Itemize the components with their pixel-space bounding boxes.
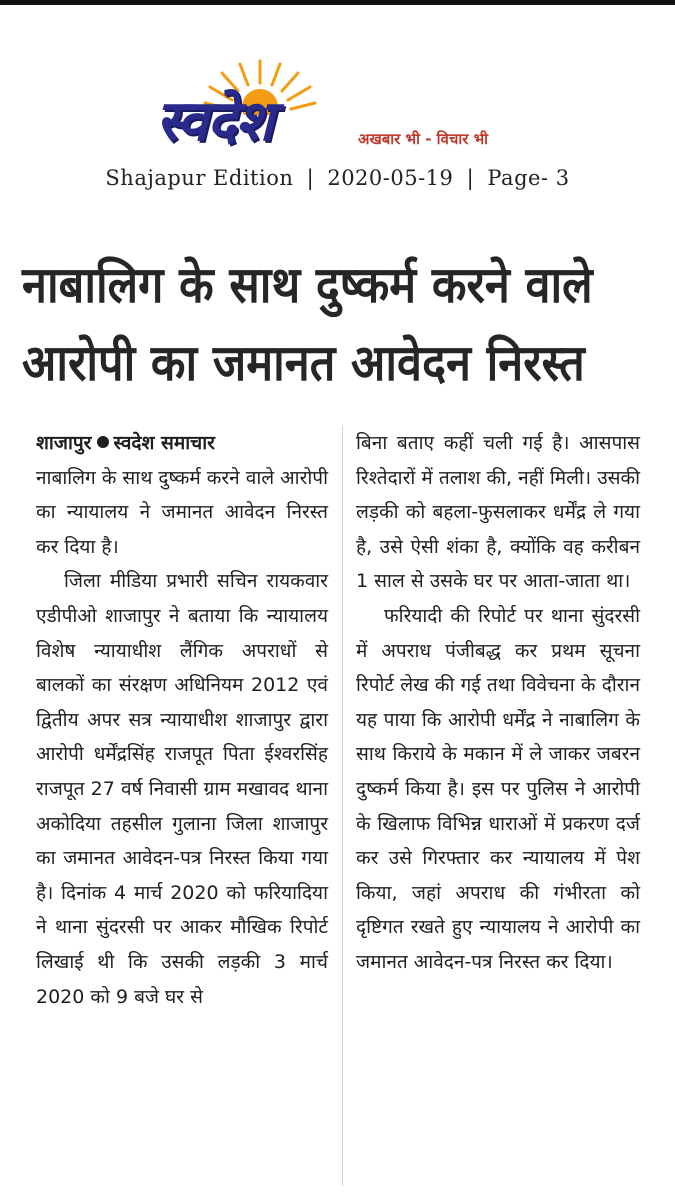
article-paragraph: जिला मीडिया प्रभारी सचिन रायकवार एडीपीओ शाजापुर ने बताया कि न्यायालय विशेष न्यायाधीश लैंगिक अपराधों से बालकों का संरक्षण अधिनियम 2012 एवं द्वितीय अपर सत्र न्यायाधीश शाजापुर द्वारा आरोपी धर्मेंद्रसिंह राजपूत पिता ईश्वरसिंह राजपूत 27 वर्ष निवासी ग्राम मखावद थाना अकोदिया तहसील गुलाना जिला शाजापुर का जमानत आवेदन-पत्र निरस्त किया गया है। दिनांक 4 मार्च 2020 को फरियादिया ने थाना सुंदरसी पर आकर मौखिक रिपोर्ट लिखाई थी कि उसकी लड़की 3 मार्च 2020 को 9 बजे घर से bbox=[36, 570, 328, 1008]
article-paragraph: बिना बताए कहीं चली गई है। आसपास रिश्तेदारों में तलाश की, नहीं मिली। उसकी लड़की को बहला-फुसलाकर धर्मेंद्र ले गया है, उसे ऐसी शंका है, क्योंकि वह करीबन 1 साल से उसके घर पर आता-जाता था। bbox=[356, 432, 640, 593]
article-paragraph: नाबालिग के साथ दुष्कर्म करने वाले आरोपी का न्यायालय ने जमानत आवेदन निरस्त कर दिया है। bbox=[36, 466, 328, 558]
dateline-source: स्वदेश समाचार bbox=[113, 432, 215, 454]
dateline bbox=[36, 426, 328, 461]
article-column-right bbox=[356, 426, 640, 980]
logo-wordmark: स्वदेश bbox=[156, 88, 273, 154]
headline-line-2: आरोपी का जमानत आवेदन निरस्त bbox=[22, 334, 585, 392]
masthead-tagline: अखबार भी - विचार भी bbox=[358, 130, 489, 148]
top-border bbox=[0, 0, 675, 5]
bullet-dot-icon bbox=[97, 436, 109, 448]
separator: | bbox=[306, 166, 315, 190]
edition-date: 2020-05-19 bbox=[327, 166, 454, 190]
separator: | bbox=[466, 166, 475, 190]
masthead bbox=[150, 55, 530, 155]
dateline-place: शाजापुर bbox=[36, 432, 92, 454]
edition-name: Shajapur Edition bbox=[105, 166, 294, 190]
headline bbox=[22, 246, 598, 402]
headline-line-1: नाबालिग के साथ दुष्कर्म करने वाले bbox=[22, 256, 593, 314]
article-column-left bbox=[36, 426, 328, 1014]
page-number: Page- 3 bbox=[487, 166, 570, 190]
edition-info bbox=[0, 166, 675, 190]
article-paragraph: फरियादी की रिपोर्ट पर थाना सुंदरसी में अपराध पंजीबद्ध कर प्रथम सूचना रिपोर्ट लेख की गई तथा विवेचना के दौरान यह पाया कि आरोपी धर्मेंद्र ने नाबालिग के साथ किराये के मकान में ले जाकर जबरन दुष्कर्म किया है। इस पर पुलिस ने आरोपी के खिलाफ विभिन्न धाराओं में प्रकरण दर्ज कर उसे गिरफ्तार कर न्यायालय में पेश किया, जहां अपराध की गंभीरता को दृष्टिगत रखते हुए न्यायालय ने आरोपी का जमानत आवेदन-पत्र निरस्त कर दिया। bbox=[356, 604, 640, 973]
column-divider bbox=[342, 426, 343, 1186]
